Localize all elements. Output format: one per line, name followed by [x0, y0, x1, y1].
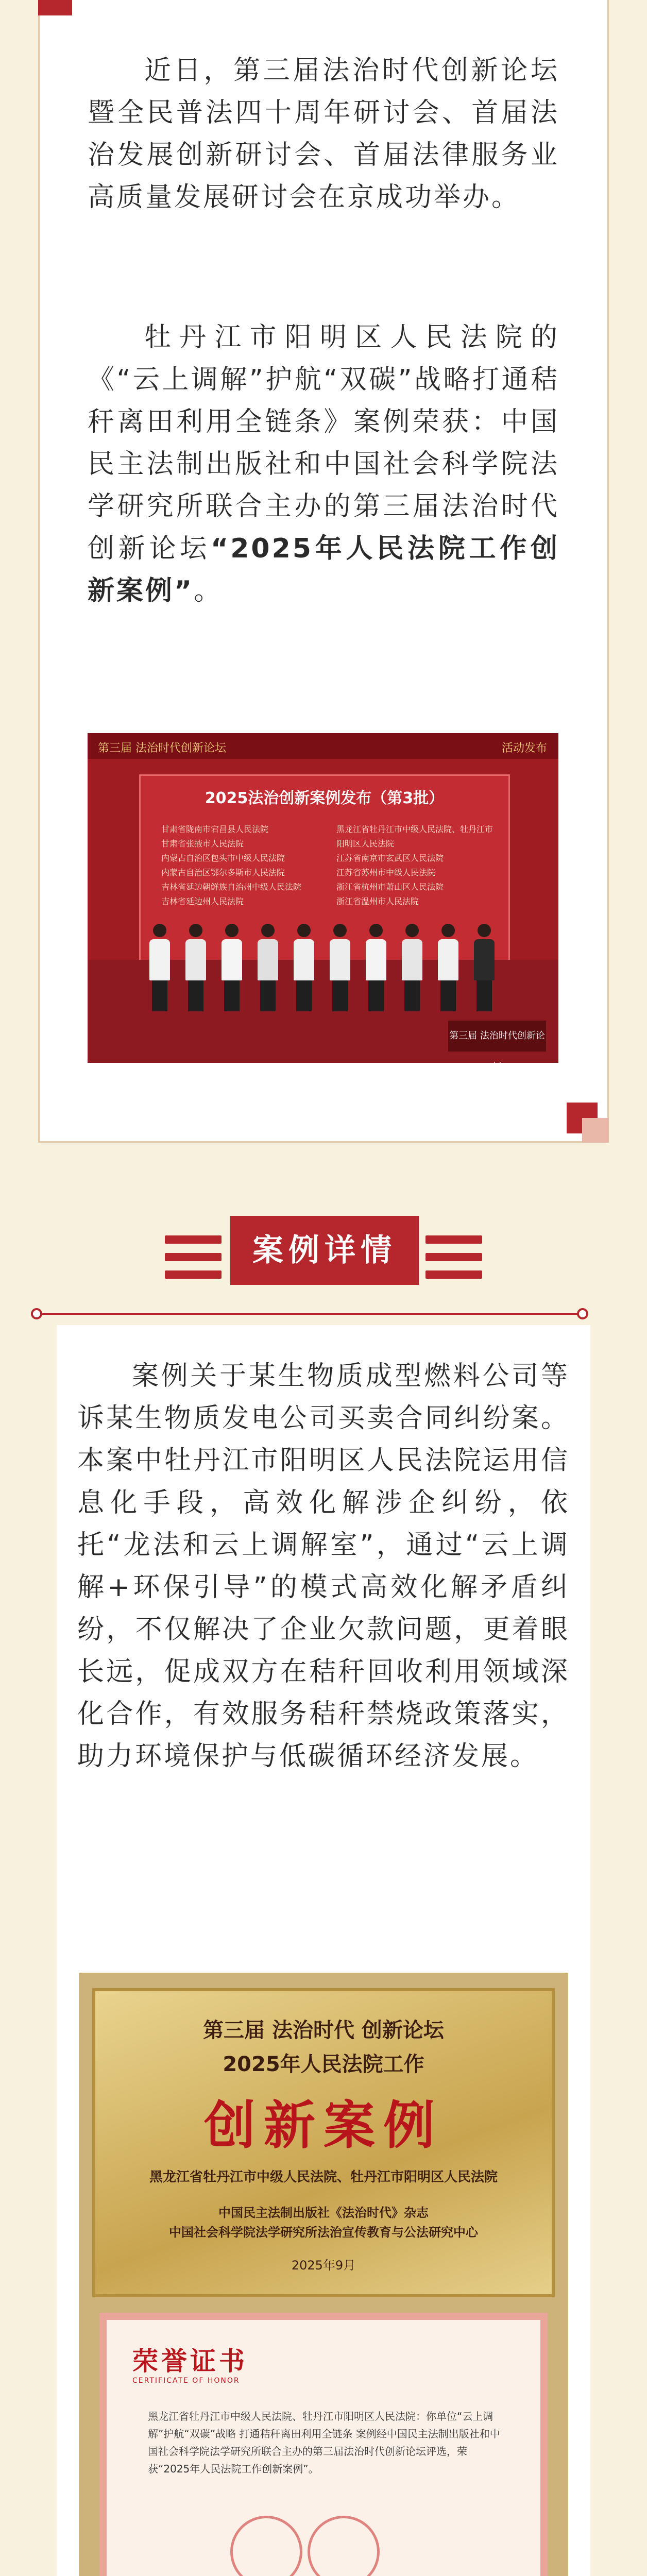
plaque-date: 2025年9月: [291, 2258, 356, 2273]
award-paragraph-end: 。: [194, 575, 223, 606]
list-item: 吉林省延边朝鲜族自治州中级人民法院: [161, 882, 302, 892]
intro-panel-left-border: [38, 0, 40, 1143]
list-item: 黑龙江省牡丹江市中级人民法院、牡丹江市: [336, 824, 493, 834]
plaque-organizer-2: 中国社会科学院法学研究所法治宣传教育与公法研究中心: [169, 2225, 478, 2240]
stage-person: [294, 924, 314, 1011]
certificate-title: 荣誉证书: [132, 2346, 248, 2376]
heading-deco-right: [425, 1235, 482, 1279]
honor-certificate: [99, 2313, 548, 2576]
stage-person: [185, 924, 206, 1011]
event-banner-left: 第三届 法治时代创新论坛: [98, 742, 226, 755]
intro-panel-bottom-border: [38, 1141, 609, 1143]
event-brand-box: 第三届 法治时代创新论坛: [448, 1021, 546, 1052]
intro-paragraph: [88, 49, 559, 218]
divider-dot: [31, 1308, 42, 1319]
stage-person: [330, 924, 350, 1011]
seal-stamp: [308, 2516, 380, 2576]
corner-deco-top-left: [38, 0, 72, 15]
list-item: 江苏省南京市玄武区人民法院: [336, 853, 444, 863]
certificate-text: 黑龙江省牡丹江市中级人民法院、牡丹江市阳明区人民法院：你单位“云上调解”护航“双碳”战略 打通秸秆离田利用全链条 案例经中国民主法制出版社和中国社会科学院法学研究所联合主办的第三届法治时代创新论坛评选，荣获“2025年人民法院工作创新案例”。: [148, 2410, 500, 2475]
event-board-title: 2025法治创新案例发布（第3批）: [205, 789, 445, 807]
stage-person: [222, 924, 242, 1011]
plaque-main-title: 创新案例: [204, 2095, 443, 2156]
stage-person: [474, 924, 495, 1011]
details-paragraph: [77, 1355, 570, 1777]
list-item: 江苏省苏州市中级人民法院: [336, 868, 436, 877]
certificate-subtitle: CERTIFICATE OF HONOR: [132, 2377, 240, 2385]
list-item: 甘肃省陇南市宕昌县人民法院: [161, 824, 269, 834]
stage-person: [366, 924, 386, 1011]
section-heading: 案例详情: [230, 1216, 419, 1285]
plaque-forum-name: 第三届 法治时代 创新论坛: [203, 2019, 444, 2042]
event-photo: [88, 733, 558, 1072]
event-board-list-right: [336, 822, 493, 909]
corner-deco-bottom-right-inner: [582, 1118, 609, 1143]
stage-person: [438, 924, 458, 1011]
award-photo: [79, 1973, 568, 2576]
list-item: 浙江省温州市人民法院: [336, 896, 419, 906]
list-item: 阳明区人民法院: [336, 839, 395, 849]
details-paragraph-text: 案例关于某生物质成型燃料公司等诉某生物质发电公司买卖合同纠纷案。本案中牡丹江市阳明区人民法院运用信息化手段，高效化解涉企纠纷，依托“龙法和云上调解室”，通过“云上调解+环保引导”的模式高效化解矛盾纠纷，不仅解决了企业欠款问题，更着眼长远，促成双方在秸秆回收利用领域深化合作，有效服务秸秆禁烧政策落实，助力环境保护与低碳循环经济发展。: [77, 1361, 570, 1772]
stage-person: [258, 924, 278, 1011]
list-item: 浙江省杭州市萧山区人民法院: [336, 882, 444, 892]
plaque-organizer-1: 中国民主法制出版社《法治时代》杂志: [218, 2206, 429, 2220]
award-paragraph: [88, 316, 559, 612]
plaque-year-line: 2025年人民法院工作: [223, 2053, 424, 2076]
stage-person: [402, 924, 422, 1011]
award-plaque: [92, 1988, 555, 2297]
list-item: 内蒙古自治区鄂尔多斯市人民法院: [161, 868, 285, 877]
award-paragraph-text: 牡丹江市阳明区人民法院的《“云上调解”护航“双碳”战略打通秸秆离田利用全链条》案例荣获：中国民主法制出版社和中国社会科学院法学研究所联合主办的第三届法治时代创新论坛: [88, 322, 559, 564]
stage-person: [149, 924, 170, 1011]
event-banner-right: 活动发布: [501, 742, 547, 755]
intro-panel-right-border: [607, 0, 609, 1143]
event-board-list-left: [161, 822, 301, 909]
divider-dot: [577, 1308, 588, 1319]
seal-stamp: [230, 2516, 302, 2576]
list-item: 内蒙古自治区包头市中级人民法院: [161, 853, 285, 863]
list-item: 吉林省延边州人民法院: [161, 896, 244, 906]
divider-line: [31, 1313, 587, 1315]
event-banner: [88, 733, 558, 759]
award-title-bold: “2025年人民法院工作创新案例”: [88, 533, 559, 606]
list-item: 甘肃省张掖市人民法院: [161, 839, 244, 849]
plaque-recipient: 黑龙江省牡丹江市中级人民法院、牡丹江市阳明区人民法院: [149, 2170, 498, 2185]
heading-deco-left: [165, 1235, 222, 1279]
intro-paragraph-text: 近日，第三届法治时代创新论坛暨全民普法四十周年研讨会、首届法治发展创新研讨会、首届法律服务业高质量发展研讨会在京成功举办。: [88, 55, 559, 213]
